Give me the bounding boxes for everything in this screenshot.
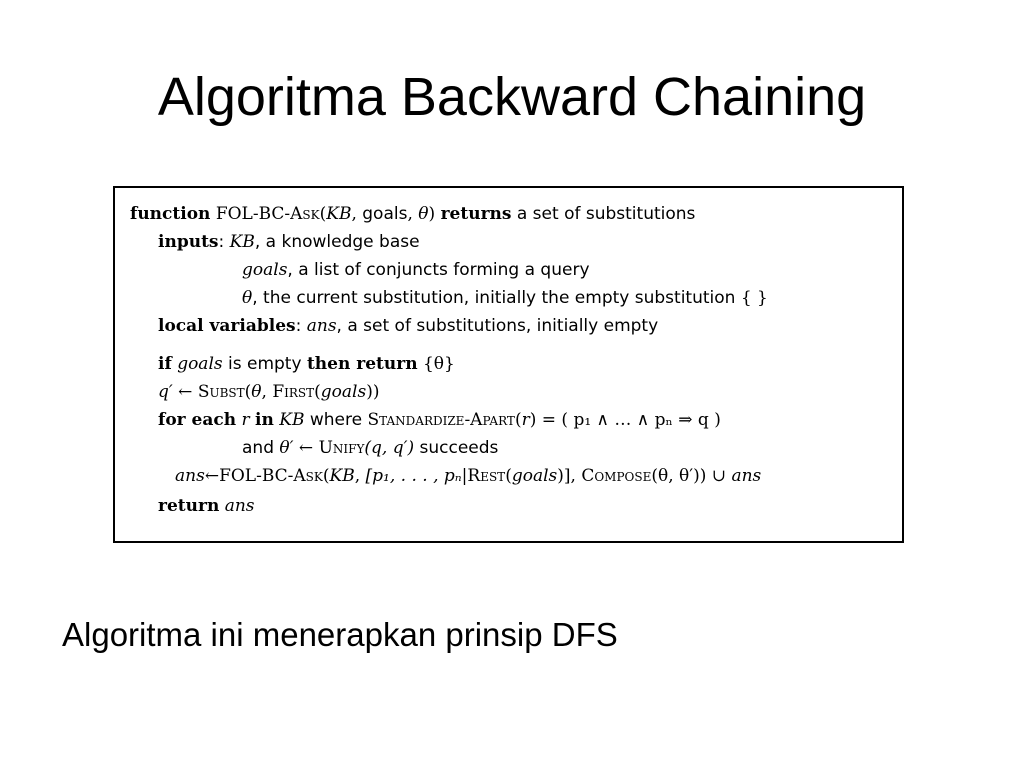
var-r: r (241, 410, 250, 430)
text-and: and (242, 438, 274, 458)
slide-caption: Algoritma ini menerapkan prinsip DFS (62, 616, 618, 653)
algo-line-subst: q′ ← Subst(θ, First(goals)) (158, 382, 380, 402)
keyword-function: function (130, 204, 211, 224)
var-kb: KB (329, 466, 355, 486)
fn-fol-bc-ask: FOL-BC-Ask (219, 466, 323, 486)
fn-rest: Rest (467, 466, 506, 486)
var-q-prime: q′ (158, 382, 173, 402)
algo-line-if (158, 353, 455, 375)
rule-expression: = ( p₁ ∧ … ∧ pₙ ⇒ q ) (541, 410, 721, 430)
algo-line-recursive: ans←FOL-BC-Ask(KB, [p₁, . . . , pₙ|Rest(goals)], Compose(θ, θ′)) ∪ ans (175, 466, 762, 486)
var-ans: ans (224, 496, 255, 516)
text-succeeds: succeeds (419, 438, 499, 458)
algorithm-box (113, 186, 904, 543)
input-kb: KB (229, 232, 255, 252)
fn-compose: Compose (581, 466, 652, 486)
result-theta-set: {θ} (422, 354, 455, 374)
union-symbol: ∪ (711, 466, 727, 486)
assign-arrow: ← (298, 438, 314, 458)
text-is-empty: is empty (228, 354, 302, 374)
var-theta-prime: θ′ (279, 438, 294, 458)
keyword-returns: returns (440, 204, 512, 224)
fn-standardize-apart: Standardize-Apart (367, 410, 515, 430)
input-theta-desc: , the current substitution, initially the empty substitution (252, 288, 736, 308)
fn-subst: Subst (197, 382, 245, 402)
algo-line-return (158, 495, 255, 517)
algo-line-goals (242, 259, 590, 281)
var-ans: ans (175, 466, 205, 486)
input-theta: θ (242, 288, 253, 308)
var-kb: KB (279, 410, 305, 430)
fn-unify: Unify (318, 438, 365, 458)
label-local-variables: local variables (158, 316, 296, 336)
algo-line-signature: function FOL-BC-Ask(KB, goals, θ) returns a set of substitutions (130, 204, 696, 224)
fn-first: First (272, 382, 315, 402)
param-theta: θ (418, 204, 429, 224)
unify-args: (q, q′) (364, 438, 415, 458)
algo-line-unify (242, 437, 498, 459)
label-inputs: inputs (158, 232, 219, 252)
list-premises: [p₁, . . . , pₙ| (365, 466, 468, 486)
algo-line-theta (242, 287, 768, 309)
function-name: FOL-BC-Ask (215, 204, 320, 224)
slide-title: Algoritma Backward Chaining (157, 67, 867, 127)
keyword-if: if (158, 354, 172, 374)
param-goals: goals (362, 204, 408, 224)
var-ans: ans (731, 466, 762, 486)
keyword-for-each: for each (158, 410, 237, 430)
assign-arrow: ← (204, 466, 220, 486)
var-goals: goals (320, 382, 367, 402)
var-theta: θ (251, 382, 262, 402)
input-kb-desc: , a knowledge base (254, 232, 420, 252)
assign-arrow: ← (178, 382, 193, 402)
keyword-in: in (255, 410, 274, 430)
algo-line-for: for each r in KB where Standardize-Apart(r) = ( p₁ ∧ … ∧ pₙ ⇒ q ) (158, 410, 721, 430)
local-ans: ans (306, 316, 337, 336)
return-description: a set of substitutions (516, 204, 696, 224)
var-goals: goals (511, 466, 558, 486)
algo-line-inputs: inputs: KB, a knowledge base (158, 232, 420, 252)
param-kb: KB (326, 204, 352, 224)
keyword-then-return: then return (306, 354, 418, 374)
local-ans-desc: , a set of substitutions, initially empty (336, 316, 659, 336)
var-goals: goals (177, 354, 223, 374)
empty-set: { } (740, 288, 768, 308)
input-goals: goals (242, 260, 288, 280)
algo-line-locals: local variables: ans, a set of substitutions, initially empty (158, 316, 659, 336)
text-where: where (309, 410, 363, 430)
input-goals-desc: , a list of conjuncts forming a query (287, 260, 590, 280)
keyword-return: return (158, 496, 220, 516)
compose-args: (θ, θ′)) (651, 466, 707, 486)
